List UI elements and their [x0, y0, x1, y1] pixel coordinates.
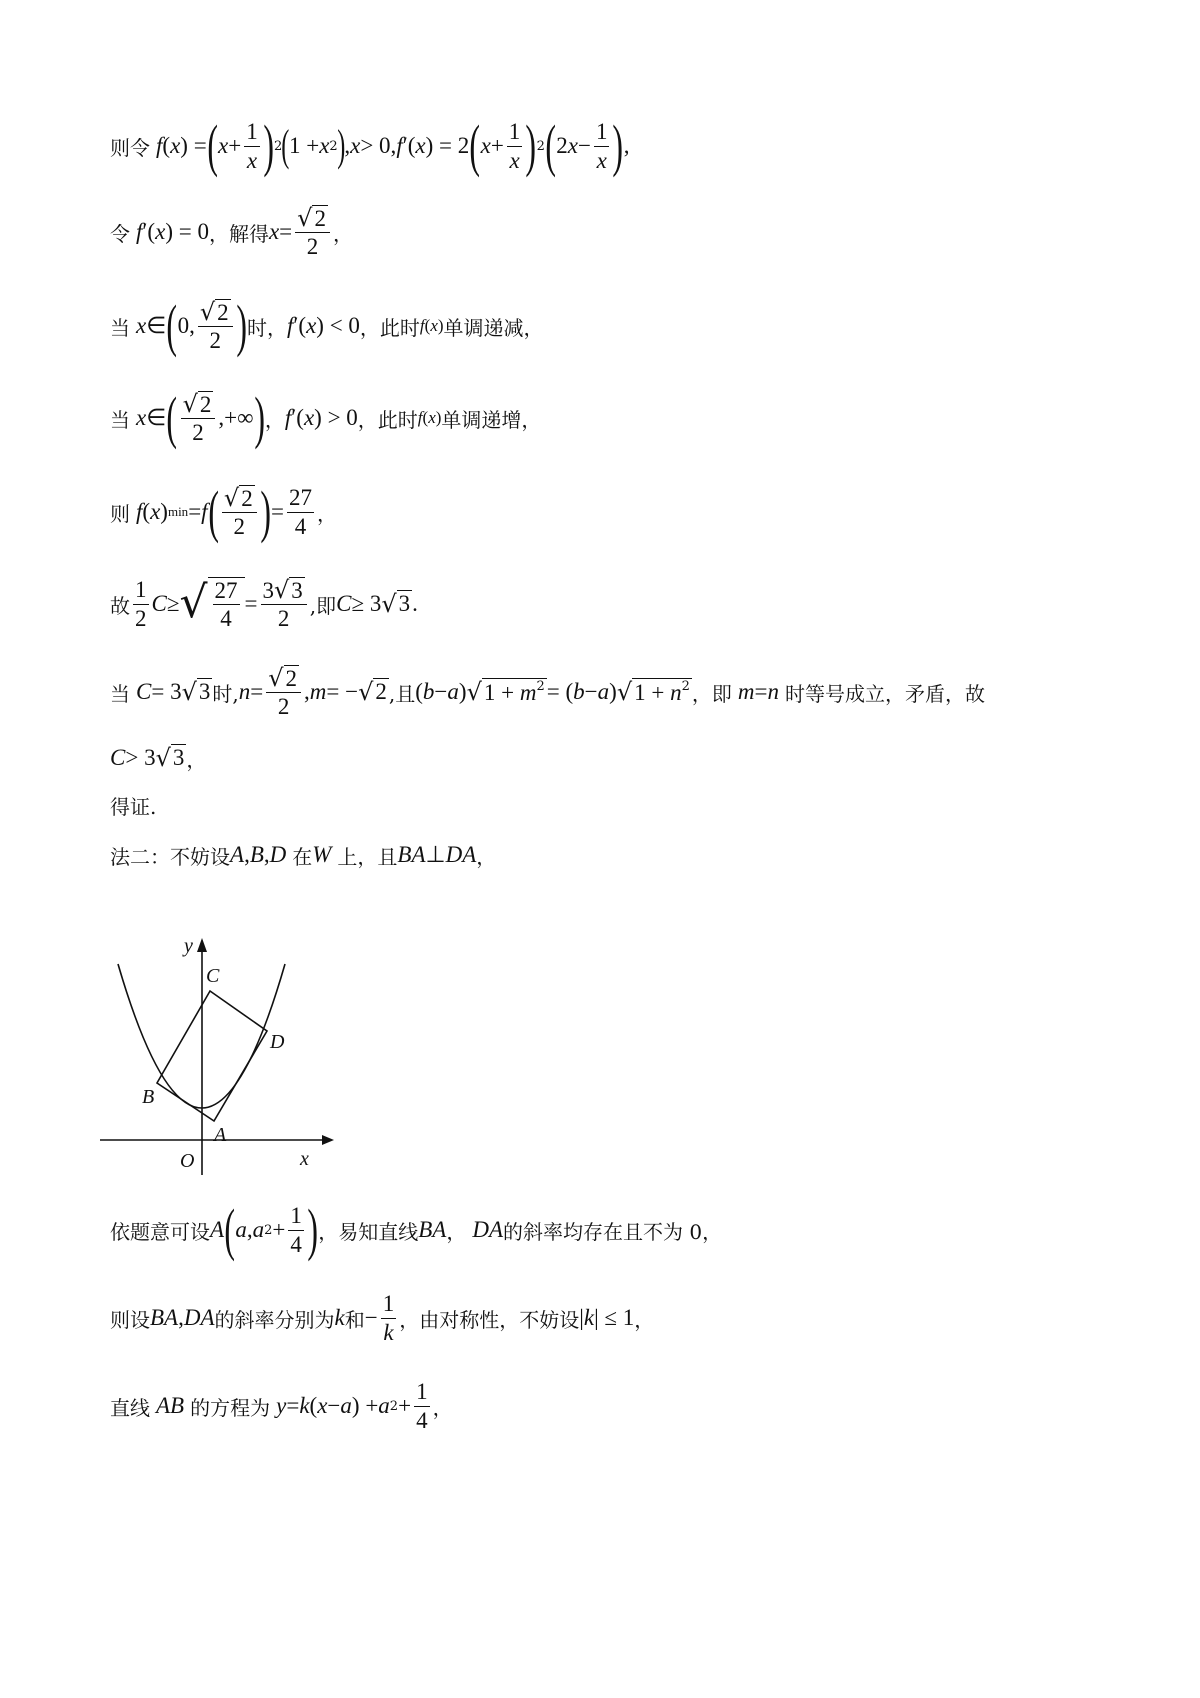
label-a: A: [214, 1124, 227, 1146]
line-5-prefix: 则: [110, 501, 130, 526]
line-7-mid4: 时等号成立，矛盾，故: [784, 681, 985, 706]
line-4-prefix: 当: [110, 407, 130, 432]
line-13-end: ，: [432, 1395, 453, 1420]
line-7-prefix: 当: [110, 681, 130, 706]
line-2: 令 f ′( x ) = 0 ，解得 x = √ 2 2 ，: [110, 203, 353, 260]
line-12: 则设 BA , DA 的斜率分别为 k 和 − $\frac{1}{k}$ ，由对称性，不妨设 | k | ≤ 1 ，: [110, 1291, 655, 1345]
label-d: D: [270, 1031, 285, 1053]
label-o: O: [180, 1150, 195, 1172]
line-7: 当 C = 3 √ 3 时, n = √ 2 2 , m = − √ 2 ,且 ( b − a ) √ $1 + m^2$ = ( b − a ) √ $1 + n^2$ ，即 m = n 时等号成立，矛盾，故: [110, 663, 985, 720]
line-11-mid2: ，: [446, 1219, 467, 1244]
line-10-mid: 在: [292, 844, 313, 869]
line-13: 直线 AB 的方程为 y = k ( x − a ) + a 2 + $\frac{1}{4}$ ，: [110, 1379, 453, 1433]
line-13-mid: 的方程为: [190, 1395, 271, 1420]
line-5-end: ，: [317, 501, 337, 526]
label-b: B: [142, 1086, 155, 1108]
line-7-mid3: ，即: [691, 681, 732, 706]
line-11: 依题意可设 A ( a , a 2 + $\frac{1}{4}$ ) ，易知直线 BA ， DA 的斜率均存在且不为 0，: [110, 1197, 723, 1262]
line-6-prefix: 故: [110, 593, 130, 618]
label-x: x: [300, 1148, 309, 1170]
line-5: 则 f ( x ) min = f ( √ 2 2 ) = $\frac{27}{4}$ ，: [110, 479, 337, 544]
line-3: 当 x ∈ ( 0, √ 2 2 ) 时， f ′( x ) < 0 ，此时 f ( x ) 单调递减，: [110, 293, 544, 358]
line-13-prefix: 直线: [110, 1395, 150, 1420]
line-12-end: ，: [634, 1307, 655, 1332]
line-4-mid: ，: [264, 407, 285, 432]
line-3-mid2: ，此时: [359, 315, 420, 340]
line-3-end: 单调递减，: [443, 315, 544, 340]
line-2-mid: ，解得: [208, 221, 269, 246]
x-axis-arrow: [322, 1135, 334, 1145]
line-1: 则令 f ( x ) = ( x + $\frac{1}{x}$ ) 2 ( 1 + x 2 ) , x > 0, f ′( x ) = 2 ( x + $\frac{1}{x}$ ) 2 ( 2 x − $\frac{1}{x}$ ) ,: [110, 113, 630, 178]
line-8: C > 3 √ 3 ，: [110, 744, 207, 772]
line-6: 故 $\frac{1}{2}$ C ≥ √ $\frac{27}{4}$ = 3 √ 3 2 ,即 C ≥ 3 √ 3 .: [110, 575, 418, 632]
line-12-prefix: 则设: [110, 1307, 150, 1332]
line-12-mid2: 和: [344, 1307, 365, 1332]
line-12-mid: 的斜率分别为: [214, 1307, 335, 1332]
line-9-text: 得证.: [110, 794, 157, 819]
line-12-mid3: ，由对称性，不妨设: [399, 1307, 580, 1332]
line-11-end: 的斜率均存在且不为 0，: [503, 1219, 723, 1244]
label-c: C: [206, 965, 220, 987]
line-10: 法二：不妨设 A , B , D 在 W 上，且 BA ⊥ DA ，: [110, 842, 497, 869]
line-8-end: ，: [186, 747, 207, 772]
line-6-mid: ,即: [309, 593, 337, 618]
line-10-mid2: 上，且: [337, 844, 398, 869]
line-4-mid2: ，此时: [357, 407, 418, 432]
line-2-prefix: 令: [110, 221, 130, 246]
line-10-prefix: 法二：不妨设: [110, 844, 230, 869]
parabola-figure: [100, 930, 340, 1175]
line-11-mid: ，易知直线: [318, 1219, 419, 1244]
line-9: [110, 780, 156, 830]
line-1-prefix: 则令: [110, 135, 150, 160]
line-11-prefix: 依题意可设: [110, 1219, 210, 1244]
line-7-mid2: ,且: [388, 681, 416, 706]
label-y: y: [184, 935, 193, 957]
line-4-end: 单调递增，: [441, 407, 542, 432]
line-4: 当 x ∈ ( √ 2 2 ,+∞ ) ， f ′( x ) > 0 ，此时 f ( x ) 单调递增，: [110, 385, 542, 450]
line-7-mid: 时,: [212, 681, 239, 706]
line-3-prefix: 当: [110, 315, 130, 340]
line-2-end: ，: [332, 221, 353, 246]
y-axis-arrow: [197, 938, 207, 952]
line-10-end: ，: [476, 844, 497, 869]
rectangle-abcd: [157, 991, 267, 1121]
line-3-mid: 时，: [246, 315, 287, 340]
